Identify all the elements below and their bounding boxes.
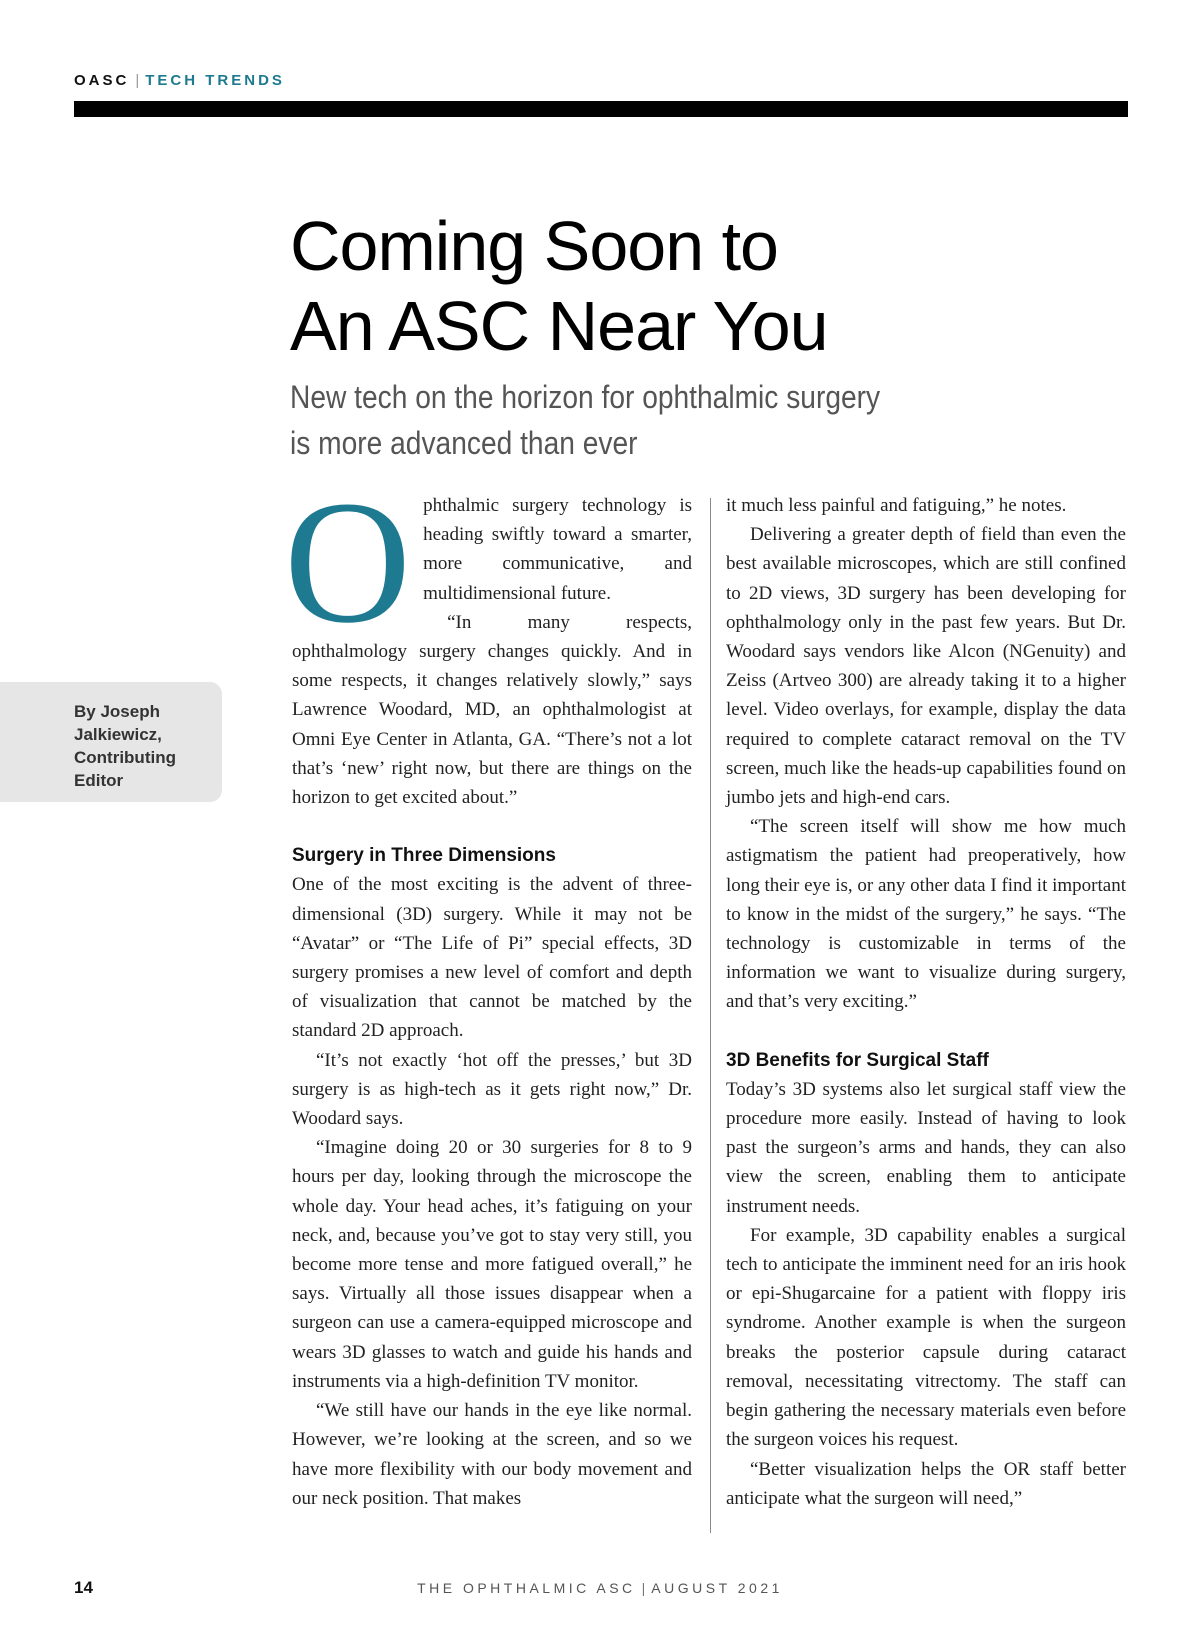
byline-line: Editor [74, 771, 124, 790]
body-paragraph: “Better visualization helps the OR staff better anticipate what the surgeon will need,” [726, 1458, 1126, 1509]
title-line: Coming Soon to [290, 207, 778, 285]
footer-separator: | [641, 1580, 646, 1596]
section-kicker [74, 72, 285, 89]
byline-line: Jalkiewicz, [74, 725, 162, 744]
body-text: phthalmic surgery technology is heading swiftly toward a smarter, more communicative, and multidimensional future. [423, 495, 692, 604]
body-paragraph: “The screen itself will show me how much astigmatism the patient had preoperatively, how long their eye is, or any other data I find it important to know in the midst of the surgery,” he says. “The technology is customizable in terms of the information we want to visualize during surgery, and that’s very exciting.” [726, 816, 1126, 1013]
byline [74, 700, 176, 792]
article-title [290, 206, 1090, 366]
issue-date: AUGUST 2021 [651, 1580, 783, 1596]
left-column [284, 465, 692, 1513]
byline-line: By Joseph [74, 702, 160, 721]
kicker-section: TECH TRENDS [145, 72, 285, 89]
section-heading: 3D Benefits for Surgical Staff [726, 1049, 989, 1071]
subtitle-line: is more advanced than ever [290, 425, 638, 461]
body-paragraph: “It’s not exactly ‘hot off the presses,’ but 3D surgery is as high-tech as it gets right now,” Dr. Woodard says. [292, 1049, 692, 1130]
byline-line: Contributing [74, 748, 176, 767]
column-divider [710, 498, 711, 1533]
body-paragraph: “In many respects, ophthalmology surgery changes quickly. And in some respects, it changes relatively slowly,” says Lawrence Woodard, MD, an ophthalmologist at Omni Eye Center in Atlanta, GA. “There’s not a lot that’s ‘new’ right now, but there are things on the horizon to get excited about.” [292, 611, 692, 809]
drop-cap: O [284, 465, 412, 660]
body-paragraph: One of the most exciting is the advent of three-dimensional (3D) surgery. While it may not be “Avatar” or “The Life of Pi” special effects, 3D surgery promises a new level of comfort and depth of visualization that cannot be matched by the standard 2D approach. [292, 874, 692, 1042]
header-rule [74, 101, 1128, 117]
section-heading: Surgery in Three Dimensions [292, 845, 556, 867]
body-paragraph: For example, 3D capability enables a surgical tech to anticipate the imminent need for an iris hook or epi-Shugarcaine for a patient with floppy iris syndrome. Another example is when the surgeon breaks the posterior capsule during cataract removal, necessitating vitrectomy. The staff can begin gathering the necessary materials even before the surgeon voices his request. [726, 1224, 1126, 1451]
kicker-brand: OASC [74, 72, 130, 89]
publication-name: THE OPHTHALMIC ASC [417, 1580, 636, 1596]
title-line: An ASC Near You [290, 287, 828, 365]
body-paragraph: it much less painful and fatiguing,” he notes. [726, 495, 1067, 516]
kicker-separator: | [135, 72, 140, 89]
subtitle-line: New tech on the horizon for ophthalmic surgery [290, 379, 881, 415]
running-footer [0, 1580, 1200, 1596]
byline-box [0, 682, 222, 802]
body-paragraph [284, 465, 692, 660]
body-paragraph: “Imagine doing 20 or 30 surgeries for 8 to 9 hours per day, looking through the microscope the whole day. Your head aches, it’s fatiguing on your neck, and, because you’ve got to stay very still, you become more tense and more fatigued overall,” he says. Virtually all those issues disappear when a surgeon can use a camera-equipped microscope and wears 3D glasses to watch and guide his hands and instruments via a high-definition TV monitor. [292, 1137, 692, 1392]
page-number: 14 [74, 1578, 93, 1597]
article-subtitle [290, 374, 906, 466]
body-paragraph: Today’s 3D systems also let surgical staff view the procedure more easily. Instead of having to look past the surgeon’s arms and hands, they can also view the screen, enabling them to anticipate instrument needs. [726, 1078, 1126, 1217]
right-column [726, 491, 1126, 1513]
body-paragraph: Delivering a greater depth of field than even the best available microscopes, which are still confined to 2D views, 3D surgery has been developing for ophthalmology only in the past few years. But Dr. Woodard says vendors like Alcon (NGenuity) and Zeiss (Artveo 300) are already taking it to a higher level. Video overlays, for example, display the data required to complete cataract removal on the TV screen, much like the heads-up capabilities found on jumbo jets and high-end cars. [726, 524, 1126, 809]
body-paragraph: “We still have our hands in the eye like normal. However, we’re looking at the screen, and so we have more flexibility with our body movement and our neck position. That makes [292, 1400, 692, 1509]
